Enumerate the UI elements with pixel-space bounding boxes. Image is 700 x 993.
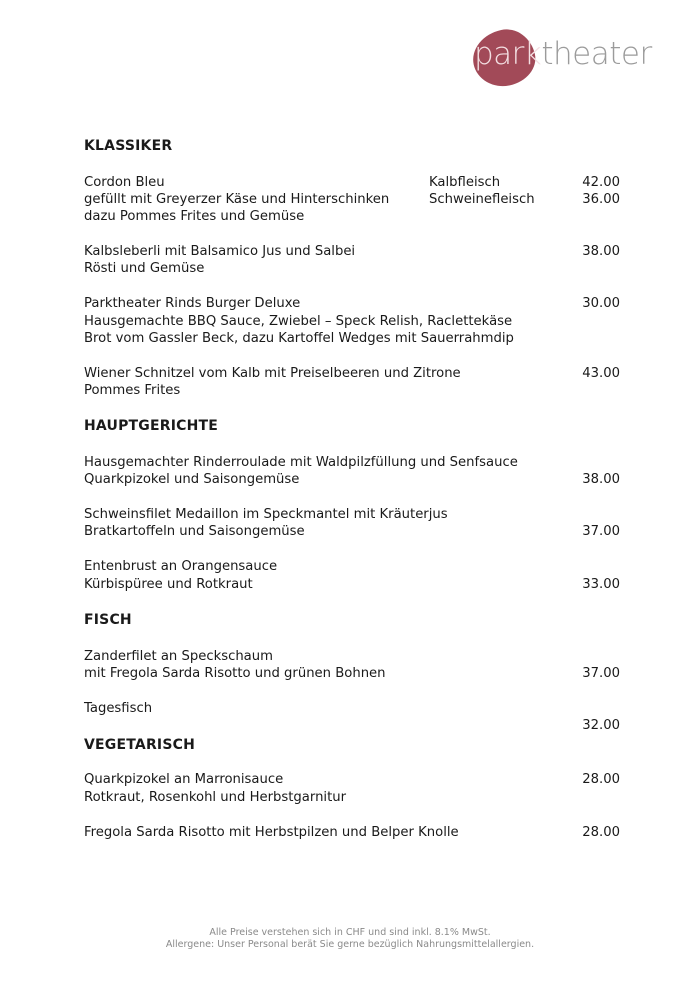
dish-name: Quarkpizokel an Marronisauce (84, 772, 284, 787)
section-heading-hauptgerichte: HAUPTGERICHTE (84, 418, 219, 434)
dish-name: Parktheater Rinds Burger Deluxe (84, 296, 301, 311)
footer-allergen-note: Allergene: Unser Personal berät Sie gerne bezüglich Nahrungsmittelallergien. (165, 939, 535, 950)
dish-description: Kürbispüree und Rotkraut (84, 577, 253, 592)
price: 37.00 (582, 524, 620, 539)
dish-name: Hausgemachter Rinderroulade mit Waldpilzfüllung und Senfsauce (84, 455, 518, 470)
dish-description: mit Fregola Sarda Risotto und grünen Bohnen (84, 666, 386, 681)
price: 38.00 (582, 472, 620, 487)
dish-description: Hausgemachte BBQ Sauce, Zwiebel – Speck Relish, Raclettekäse (84, 314, 513, 329)
dish-description: Brot vom Gassler Beck, dazu Kartoffel Wedges mit Sauerrahmdip (84, 331, 514, 346)
price: 28.00 (582, 772, 620, 787)
option-label: Schweinefleisch (429, 192, 535, 207)
parktheater-logo (470, 28, 652, 90)
section-heading-klassiker: KLASSIKER (84, 138, 173, 154)
price: 42.00 (582, 175, 620, 190)
price: 38.00 (582, 244, 620, 259)
price: 36.00 (582, 192, 620, 207)
dish-name: Wiener Schnitzel vom Kalb mit Preiselbeeren und Zitrone (84, 366, 461, 381)
dish-name: Kalbsleberli mit Balsamico Jus und Salbei (84, 244, 356, 259)
dish-description: Pommes Frites (84, 383, 181, 398)
price: 33.00 (582, 577, 620, 592)
dish-name: Tagesfisch (84, 701, 153, 716)
dish-description: dazu Pommes Frites und Gemüse (84, 209, 305, 224)
price: 28.00 (582, 825, 620, 840)
section-heading-fisch: FISCH (84, 612, 132, 628)
logo-wordmark: parktheater (474, 36, 652, 72)
dish-description: Quarkpizokel und Saisongemüse (84, 472, 300, 487)
section-heading-vegetarisch: VEGETARISCH (84, 737, 196, 753)
dish-description: gefüllt mit Greyerzer Käse und Hinterschinken (84, 192, 390, 207)
dish-name: Schweinsfilet Medaillon im Speckmantel mit Kräuterjus (84, 507, 448, 522)
option-label: Kalbfleisch (429, 175, 501, 190)
price: 43.00 (582, 366, 620, 381)
footer-price-note: Alle Preise verstehen sich in CHF und sind inkl. 8.1% MwSt. (209, 927, 491, 938)
dish-name: Zanderfilet an Speckschaum (84, 649, 273, 664)
price: 30.00 (582, 296, 620, 311)
dish-name: Entenbrust an Orangensauce (84, 559, 278, 574)
dish-name: Fregola Sarda Risotto mit Herbstpilzen und Belper Knolle (84, 825, 459, 840)
dish-description: Rösti und Gemüse (84, 261, 205, 276)
dish-description: Rotkraut, Rosenkohl und Herbstgarnitur (84, 790, 347, 805)
dish-name: Cordon Bleu (84, 175, 165, 190)
price: 37.00 (582, 666, 620, 681)
price: 32.00 (582, 718, 620, 733)
dish-description: Bratkartoffeln und Saisongemüse (84, 524, 305, 539)
